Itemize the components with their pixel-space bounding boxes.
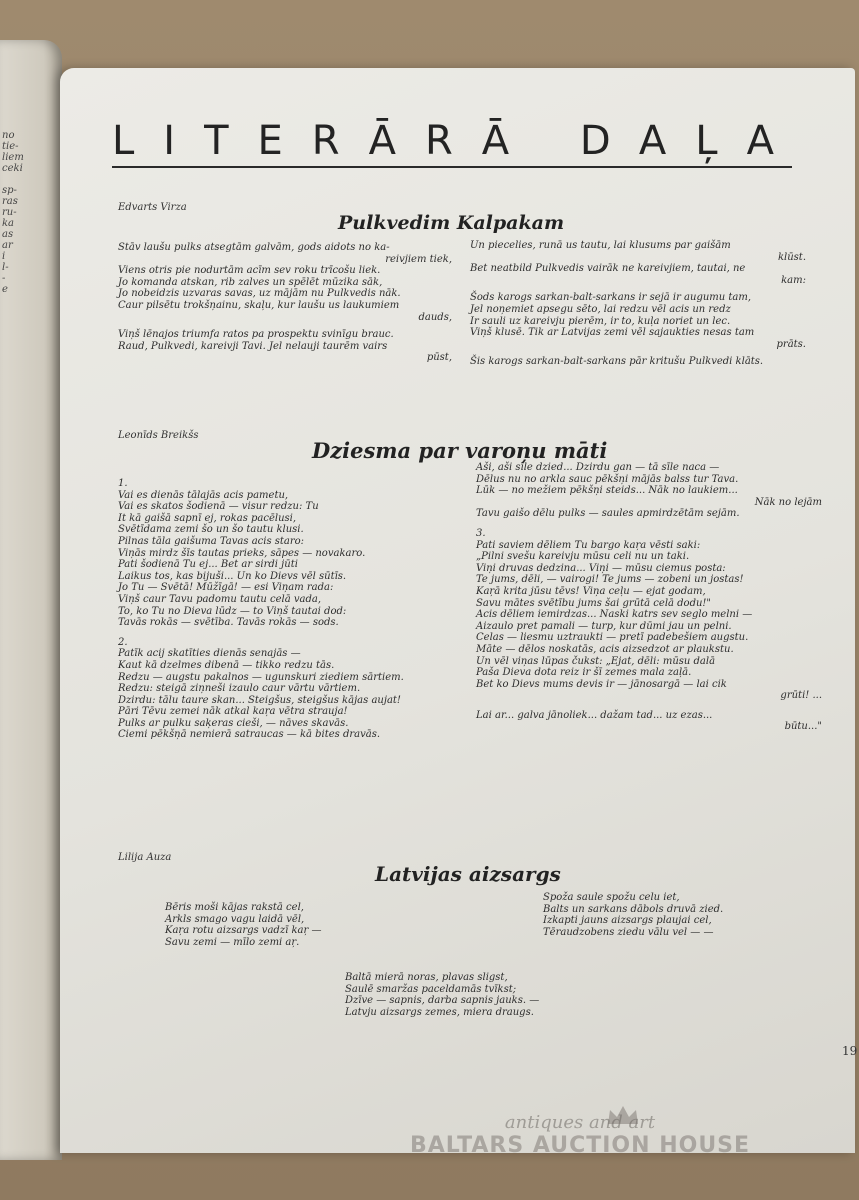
left-page-fragment [2, 174, 24, 185]
poem1-author: Edvarts Virza [118, 202, 187, 213]
poem2-left-column [118, 478, 466, 749]
poem2-line: Nāk no lejām [754, 496, 822, 508]
poem2-line: Pati saviem dēliem Tu bargo kaŗa vēsti saki: [476, 539, 701, 551]
poem2-author: Leonīds Breikšs [118, 430, 199, 441]
poem3-title: Latvijas aizsargs [375, 862, 561, 886]
poem3-author: Lilija Auza [118, 852, 172, 863]
poem2-line: Kaŗā krita jūsu tēvs! Viņa ceļu — ejat godam, [476, 585, 706, 597]
poem2-line: Tavu gaišo dēlu pulks — saules apmirdzētām sejām. [476, 508, 740, 520]
poem1-line: Raud, Pulkvedi, kareivji Tavi. Jel nelauji taurēm vairs [118, 340, 388, 352]
poem2-stanza [118, 478, 466, 629]
poem3-line: Latvju aizsargs zemes, miera draugs. [345, 1006, 534, 1018]
poem3-line: Savu zemi — mīlo zemi aŗ. [165, 936, 300, 948]
poem2-line: Celas — liesmu uztraukti — pretī padebešiem augstu. [476, 632, 749, 644]
page-number: 19 [842, 1044, 858, 1058]
poem3-line: Balts un sarkans dābols druvā zied. [543, 903, 724, 915]
poem2-line: Te jums, dēli, — vairogi! Te jums — zobeni un jostas! [476, 574, 744, 586]
watermark-line2: BALTARS AUCTION HOUSE [409, 1133, 751, 1158]
poem2-line: Kaut kā dzelmes dibenā — tikko redzu tās. [118, 659, 335, 671]
left-page-edge [0, 40, 62, 1160]
poem2-line: Vai es dienās tālajās acis pametu, [118, 489, 289, 501]
poem2-line: Aši, aši sīle dzied... Dzirdu gan — tā sīle naca — [476, 462, 720, 473]
poem3-line: Bēris moši kājas rakstā cel, [165, 902, 304, 913]
poem2-line: Redzu: steigā ziņneši izaulo caur vārtu vārtiem. [118, 683, 361, 695]
poem2-line: Viņš caur Tavu padomu tautu celā vada, [118, 593, 322, 605]
left-page-fragment: ceki [2, 163, 23, 174]
poem2-line: „Pilni svešu kareivju mūsu celi nu un taki. [476, 551, 690, 563]
poem2-line: Vai es skatos šodienā — visur redzu: Tu [118, 501, 319, 513]
poem2-line: Viņās mirdz šīs tautas prieks, sāpes — novakaro. [118, 547, 366, 559]
poem3-line: Spoža saule spožu celu iet, [543, 892, 680, 903]
poem1-line: Viens otris pie nodurtām acīm sev roku trīcošu liek. [118, 265, 381, 277]
poem1-line: klūst. [777, 251, 806, 263]
poem3-line: Saulē smaržas paceldamās tvīkst; [345, 983, 517, 995]
poem2-line: Pulks ar pulku saķeras cieši, — nāves skavās. [118, 717, 349, 729]
poem1-line: Ir sauli uz kareivju pierēm, ir to, kuļa noriet un lec. [470, 315, 731, 327]
poem2-line: Dzirdu: tālu taure skan... Steigšus, steigšus kājas aujat! [118, 694, 401, 706]
poem3-line: Kaŗa rotu aizsargs vadzī kaŗ — [165, 925, 322, 937]
poem2-line: Redzu — augstu pakalnos — ugunskuri ziediem sārtiem. [118, 671, 404, 683]
watermark [380, 1112, 780, 1158]
poem1-line: reivjiem tiek, [385, 253, 452, 265]
poem2-line: Pāri Tēvu zemei nāk atkal kaŗa vētra strauja! [118, 706, 348, 718]
poem1-right-column [470, 240, 806, 368]
poem2-title: Dziesma par varoņu māti [312, 438, 608, 463]
poem1-line: pūst, [426, 352, 452, 364]
poem2-line: 2. [118, 636, 128, 648]
poem1-line: Jo nobeidzis uzvaras savas, uz mājām nu Pulkvedis nāk. [118, 288, 401, 300]
poem2-stanza [118, 637, 466, 741]
watermark-line1: antiques and art [504, 1112, 656, 1133]
poem1-line: Viņš klusē. Tik ar Latvijas zemi vēl sajaukties nesas tam [470, 327, 755, 339]
poem2-line: Viņi druvas dedzina... Viņi — mūsu ciemus posta: [476, 562, 726, 574]
poem2-line: Māte — dēlos noskatās, acis aizsedzot ar plaukstu. [476, 643, 734, 655]
left-page-fragment: ar [2, 240, 13, 251]
poem2-right-column [476, 462, 822, 741]
poem2-line: Lūk — no mežiem pēkšņi steids... Nāk no laukiem... [476, 485, 738, 497]
poem1-line: kam: [781, 274, 806, 286]
poem2-line: Pilnas tāla gaišuma Tavas acis staro: [118, 535, 305, 547]
poem2-line: Laikus tos, kas bijuši... Un ko Dievs vēl sūtīs. [118, 570, 347, 582]
left-page-fragment: - [2, 273, 6, 284]
poem3-right-stanza [543, 892, 813, 938]
poem2-line: Pati šodienā Tu ej... Bet ar sirdi jūti [118, 559, 298, 571]
left-page-fragment: sp- [2, 185, 17, 196]
poem1-line: dauds, [418, 311, 452, 323]
poem3-left-stanza [165, 902, 415, 948]
poem2-line: Patīk acij skatīties dienās senajās — [118, 648, 301, 660]
poem2-stanza [476, 462, 822, 520]
poem1-line: Šods karogs sarkan-balt-sarkans ir sejā ir augumu tam, [470, 292, 752, 304]
poem3-line: Baltā mierā noras, plavas sligst, [345, 972, 508, 983]
poem2-line: Tavās rokās — svētība. Tavās rokās — sods. [118, 617, 339, 629]
header-rule [112, 166, 792, 168]
poem2-line: Lai ar... galva jānoliek... dažam tad... uz ezas... [476, 709, 713, 721]
poem1-left-column [118, 242, 452, 364]
poem3-line: Dzīve — sapnis, darba sapnis jauks. — [345, 995, 540, 1007]
poem2-line: Paša Dieva dota reiz ir šī zemes mala zaļā. [476, 667, 692, 679]
left-page-fragment: as [2, 229, 14, 240]
poem2-line: Ciemi pēkšņā nemierā satraucas — kā bites dravās. [118, 729, 381, 741]
poem3-line: Tēraudzobens ziedu vālu vel — — [543, 926, 714, 938]
poem2-line: Un vēl viņas lūpas čukst: „Ejat, dēli: mūsu dalā [476, 655, 716, 667]
poem2-line: Aizaulo pret pamali — turp, kur dūmi jau un pelni. [476, 620, 732, 632]
poem2-line: Savu mātes svētību jums šai grūtā celā dodu!" [476, 597, 712, 609]
left-page-fragment: liem [2, 152, 24, 163]
poem2-line: 3. [476, 527, 486, 539]
poem1-line: Caur pilsētu trokšņainu, skaļu, kur laušu us laukumiem [118, 299, 400, 311]
left-page-fragment: i [2, 251, 6, 262]
poem1-line: prāts. [776, 338, 806, 350]
section-header: LITERĀRĀ DAĻA [112, 118, 803, 164]
poem2-line: grūti! ... [780, 690, 822, 702]
poem1-line: Šis karogs sarkan-balt-sarkans pār kritušu Pulkvedi klāts. [470, 356, 764, 368]
poem2-line: It kā gaišā sapnī ej, rokas pacēlusi, [118, 512, 297, 524]
left-page-fragment: e [2, 284, 8, 295]
poem2-line: Svētīdama zemi šo un šo tautu klusi. [118, 524, 304, 536]
left-page-fragment: l- [2, 262, 9, 273]
poem2-line: Bet ko Dievs mums devis ir — jānosargā — lai cik [476, 678, 727, 690]
poem1-title: Pulkvedim Kalpakam [338, 212, 565, 234]
poem2-line: To, ko Tu no Dieva lūdz — to Viņš tautai dod: [118, 605, 347, 617]
poem2-line: 1. [118, 478, 128, 489]
poem3-line: Izkapti jauns aizsargs plaujai cel, [543, 915, 712, 927]
poem1-line: Jel noņemiet apsegu sēto, lai redzu vēl acis un redz [470, 303, 731, 315]
left-page-fragment: no [2, 130, 15, 141]
left-page-fragment: ru- [2, 207, 17, 218]
poem2-line: būtu..." [784, 721, 822, 733]
left-page-fragment: ka [2, 218, 15, 229]
poem2-line: Acis dēliem iemirdzas... Naski katrs sev seglo melni — [476, 609, 753, 621]
left-page-fragment: ras [2, 196, 18, 207]
poem1-line: Bet neatbild Pulkvedis vairāk ne kareivjiem, tautai, ne [470, 263, 746, 275]
poem2-line: Jo Tu — Svētā! Mūžīgā! — esi Viņam rada: [118, 582, 334, 594]
left-page-fragment: tie- [2, 141, 19, 152]
poem2-line: Dēlus nu no arkla sauc pēkšņi mājās balss tur Tava. [476, 473, 739, 485]
poem1-line: Stāv laušu pulks atsegtām galvām, gods aidots no ka- [118, 242, 390, 253]
poem3-line: Arkls smago vagu laidā vēl, [165, 913, 305, 925]
poem1-line: Jo komanda atskan, rib zalves un spēlēt mūzika sāk, [118, 276, 383, 288]
poem1-line: Viņš lēnajos triumfa ratos pa prospektu svinīgu brauc. [118, 329, 394, 341]
poem2-stanza [476, 528, 822, 702]
poem3-center-stanza [345, 972, 625, 1018]
left-page-text [2, 130, 24, 295]
poem2-stanza [476, 710, 822, 733]
poem1-line: Un piecelies, runā us tautu, lai klusums par gaišām [470, 240, 731, 251]
